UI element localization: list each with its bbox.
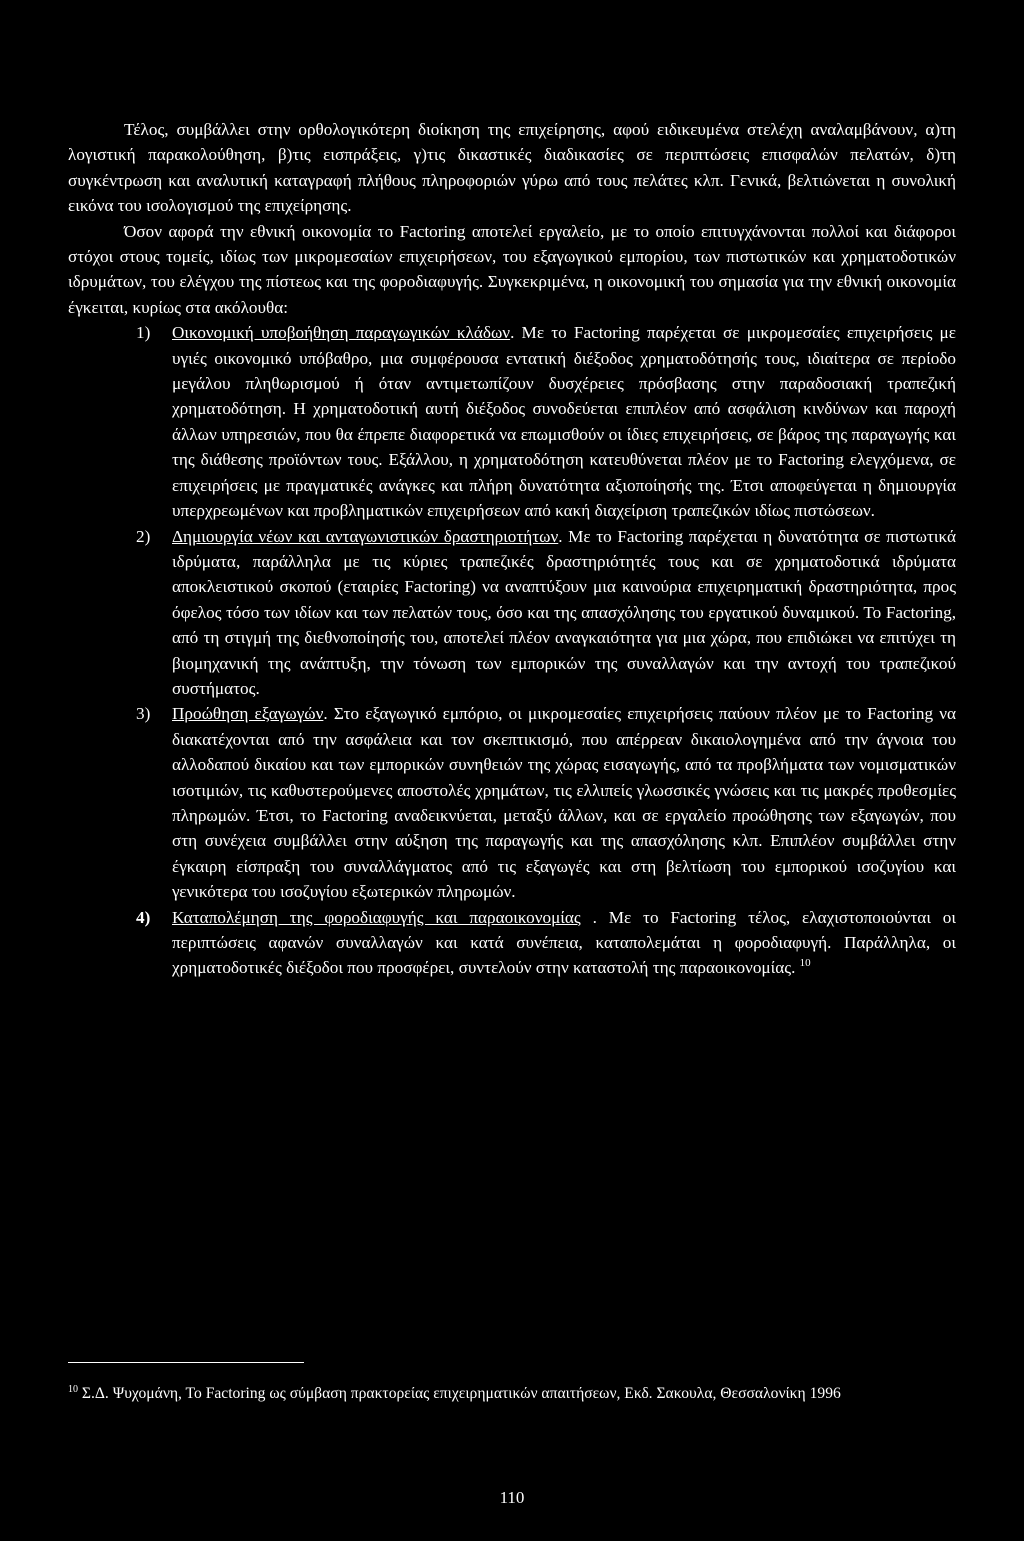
item-text: . Με το Factoring παρέχεται η δυνατότητα σε πιστωτικά ιδρύματα, παράλληλα με τις κύριες τραπεζικές δραστηριότητές τους και σε χρηματοδοτικά ιδρύματα αποκλειστικού σκοπού (εταιρίες Factoring) να αναπτύξουν μια καινούρια επιχειρηματική δραστηριότητα, προς όφελος τόσο των ιδίων και των πελατών τους, όσο και της απασχόλησης του εργατικού δυναμικού. Το Factoring, από τη στιγμή της διεθνοποίησής του, αποτελεί πλέον αναγκαιότητα για μια χώρα, που επιδιώκει να επιτύχει τη βιομηχανική της ανάπτυξη, την τόνωση των εμπορικών της συναλλαγών και την αντοχή του τραπεζικού συστήματος. [172, 526, 956, 698]
item-text: . Με το Factoring τέλος, ελαχιστοποιούνται οι περιπτώσεις αφανών συναλλαγών και κατά συνέπεια, καταπολεμάται η φοροδιαφυγή. Παράλληλα, οι χρηματοδοτικές διέξοδοι που προσφέρει, συντελούν στην καταστολή της παραοικονομίας. [172, 907, 956, 978]
item-number: 3) [136, 704, 151, 724]
item-number: 2) [136, 526, 151, 546]
paragraph-intro: Τέλος, συμβάλλει στην ορθολογικότερη διοίκηση της επιχείρησης, αφού ειδικευμένα στελέχη αναλαμβάνουν, α)τη λογιστική παρακολούθηση, β)τις εισπράξεις, γ)τις δικαστικές διαδικασίες σε περιπτώσεις επισφαλών πελατών, δ)τη συγκέντρωση και αναλυτική καταγραφή πλήθους πληροφοριών γύρω από τους πελάτες κλπ. Γενικά, βελτιώνεται η συνολική εικόνα του ισολογισμού της επιχείρησης. [68, 120, 956, 216]
page-number: 110 [499, 1488, 525, 1507]
item-text: . Στο εξαγωγικό εμπόριο, οι μικρομεσαίες επιχειρήσεις παύουν πλέον με το Factoring να διακατέχονται από την ασφάλεια και τον σκεπτικισμό, που απέρρεαν δικαιολογημένα από την άγνοια του αλλοδαπού δικαίου και των εμπορικών συνηθειών της χώρας εισαγωγής, από τα προβλήματα των νομισματικών ισοτιμιών, τις καθυστερούμενες αποστολές χρημάτων, τις ελλιπείς γλωσσικές γνώσεις και τις μακρές προθεσμίες πληρωμών. Έτσι, το Factoring αναδεικνύεται, μεταξύ άλλων, και σε εργαλείο προώθησης των εξαγωγών, που στη συνέχεια συμβάλλει στην αύξηση της παραγωγής και της απασχόλησης κλπ. Επιπλέον συμβάλλει στην έγκαιρη είσπραξη του συναλλάγματος από τις εξαγωγές και στη βελτίωση του εμπορικού ισοζυγίου και γενικότερα του ισοζυγίου εξωτερικών πληρωμών. [172, 704, 956, 902]
item-heading: Προώθηση εξαγωγών [172, 704, 324, 724]
item-heading: Οικονομική υποβοήθηση παραγωγικών κλάδων [172, 323, 511, 343]
item-number: 1) [136, 323, 151, 343]
footnote-marker: 10 [68, 1384, 78, 1395]
list-item [68, 320, 956, 523]
paragraph-national-economy: Όσον αφορά την εθνική οικονομία το Factoring αποτελεί εργαλείο, με το οποίο επιτυγχάνονται πολλοί και διάφοροι στόχοι στους τομείς, ιδίως των μικρομεσαίων επιχειρήσεων, του εξαγωγικού εμπορίου, των πιστωτικών και χρηματοδοτικών ιδρυμάτων, του ελέγχου της πίστεως και της φοροδιαφυγής. Συγκεκριμένα, η οικονομική του σημασία για την εθνική οικονομία έγκειται, κυρίως στα ακόλουθα: [68, 221, 956, 317]
item-heading: Δημιουργία νέων και ανταγωνιστικών δραστηριοτήτων [172, 526, 559, 546]
footnote-text: Σ.Δ. Ψυχομάνη, Το Factoring ως σύμβαση πρακτορείας επιχειρηματικών απαιτήσεων, Εκδ. Σακουλα, Θεσσαλονίκη 1996 [78, 1385, 841, 1402]
item-number: 4) [136, 907, 151, 927]
footnote [68, 1383, 956, 1405]
body-text [68, 117, 956, 981]
list-item [68, 701, 956, 904]
footnote-separator [68, 1362, 304, 1363]
benefits-list [68, 320, 956, 981]
item-text: . Με το Factoring παρέχεται σε μικρομεσαίες επιχειρήσεις με υγιές οικονομικό υπόβαθρο, μια συμφέρουσα εντατική διέξοδος χρηματοδότησής τους, ιδιαίτερα σε περίοδο μεγάλου πληθωρισμού ή όταν αντιμετωπίζουν δυσχέρειες πρόσβασης στην παραδοσιακή τραπεζική χρηματοδότηση. Η χρηματοδοτική αυτή διέξοδος συνοδεύεται επιπλέον από ασφάλιση κινδύνων και παροχή άλλων υπηρεσιών, που θα έπρεπε διαφορετικά να επωμισθούν οι ίδιες επιχειρήσεις, σε βάρος της παραγωγής και της διάθεσης προϊόντων τους. Εξάλλου, η χρηματοδότηση κατευθύνεται πλέον με το Factoring ελεγχόμενα, σε επιχειρήσεις με πραγματικές ανάγκες και πλήρη δυνατότητα αξιοποίησής της. Έτσι αποφεύγεται η δημιουργία υπερχρεωμένων και προβληματικών επιχειρήσεων από κακή διαχείριση τραπεζικών ιδίως πιστώσεων. [172, 323, 956, 521]
footnote-reference[interactable]: 10 [799, 957, 811, 970]
list-item [68, 905, 956, 981]
list-item [68, 524, 956, 702]
item-heading: Καταπολέμηση της φοροδιαφυγής και παραοικονομίας [172, 907, 581, 927]
